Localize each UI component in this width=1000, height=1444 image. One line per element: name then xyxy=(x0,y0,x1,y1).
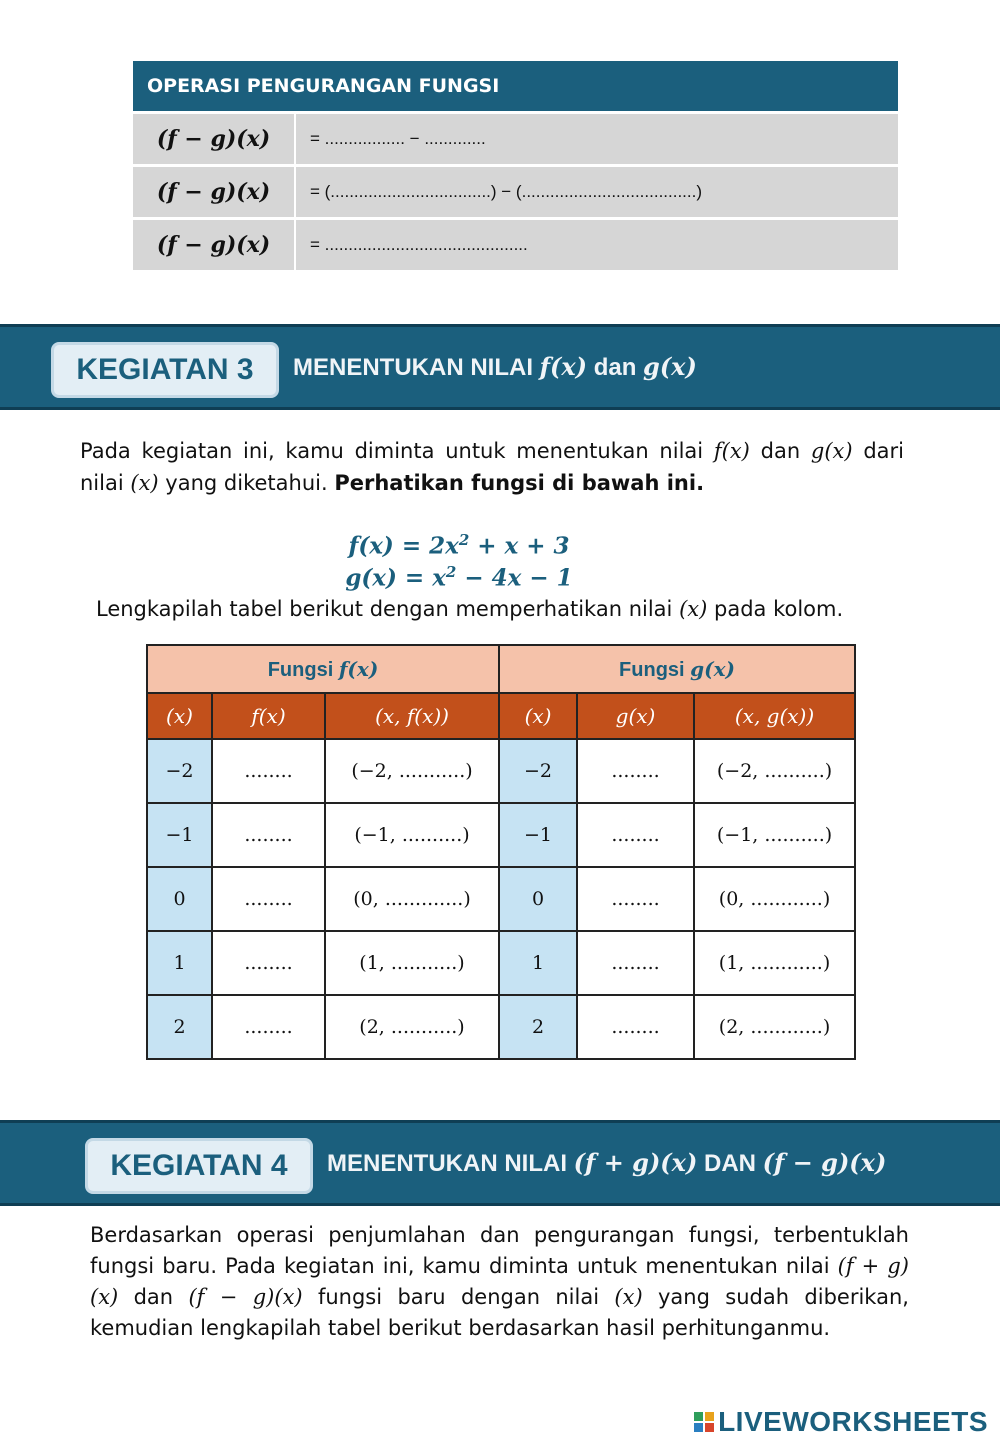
intro-emphasis: Perhatikan fungsi di bawah ini. xyxy=(334,471,705,495)
kegiatan-3-title-g: g(x) xyxy=(643,352,697,381)
kegiatan-3-title-and: dan xyxy=(593,354,637,381)
liveworksheets-logo[interactable] xyxy=(694,1406,988,1438)
k4-and: dan xyxy=(133,1285,174,1309)
pair-g-answer-cell[interactable]: (0, ............) xyxy=(694,867,855,931)
instruction-text-2: pada kolom. xyxy=(714,597,844,621)
operation-row xyxy=(133,220,898,270)
k4-text-2: fungsi baru dengan nilai xyxy=(317,1285,600,1309)
intro-and: dan xyxy=(760,439,801,463)
logo-blocks-icon xyxy=(694,1412,714,1432)
kegiatan-3-title-f: f(x) xyxy=(539,352,588,381)
formula-g-lhs: g(x) = x xyxy=(345,564,446,592)
x-value-cell: 0 xyxy=(499,867,577,931)
intro-text: Pada kegiatan ini, kamu diminta untuk menentukan nilai xyxy=(80,439,704,463)
gx-answer-cell[interactable]: ........ xyxy=(577,867,694,931)
kegiatan-4-intro xyxy=(90,1220,909,1344)
k4-diff: (f − g)(x) xyxy=(188,1285,303,1309)
formula-f-exponent: 2 xyxy=(458,531,470,549)
gx-answer-cell[interactable]: ........ xyxy=(577,931,694,995)
formula-f-rhs: + x + 3 xyxy=(469,532,570,560)
pair-f-answer-cell[interactable]: (−1, ..........) xyxy=(325,803,499,867)
fx-answer-cell[interactable]: ........ xyxy=(212,803,325,867)
x-value-cell: 1 xyxy=(499,931,577,995)
pair-f-answer-cell[interactable]: (2, ...........) xyxy=(325,995,499,1059)
operation-table-title: OPERASI PENGURANGAN FUNGSI xyxy=(133,61,898,111)
pair-g-answer-cell[interactable]: (−2, ..........) xyxy=(694,739,855,803)
fx-answer-cell[interactable]: ........ xyxy=(212,995,325,1059)
pair-g-answer-cell[interactable]: (2, ............) xyxy=(694,995,855,1059)
x-value-cell: −1 xyxy=(147,803,212,867)
group-header-g xyxy=(499,645,855,693)
kegiatan-4-tag: KEGIATAN 4 xyxy=(85,1138,313,1194)
subtraction-operation-table xyxy=(133,61,898,270)
intro-x: (x) xyxy=(130,471,159,495)
x-value-cell: 2 xyxy=(147,995,212,1059)
kegiatan-4-title-and: DAN xyxy=(704,1150,756,1177)
pair-f-answer-cell[interactable]: (−2, ...........) xyxy=(325,739,499,803)
kegiatan-4-title-prefix: MENENTUKAN NILAI xyxy=(327,1150,567,1177)
pair-f-answer-cell[interactable]: (1, ...........) xyxy=(325,931,499,995)
table-row xyxy=(147,995,855,1059)
pair-g-answer-cell[interactable]: (1, ............) xyxy=(694,931,855,995)
gx-answer-cell[interactable]: ........ xyxy=(577,995,694,1059)
k4-text-3: yang sudah diberikan, kemudian lengkapilah tabel berikut berdasarkan hasil perhitunganmu. xyxy=(90,1285,909,1340)
x-value-cell: 0 xyxy=(147,867,212,931)
k4-x: (x) xyxy=(614,1285,643,1309)
operation-row-label: (f − g)(x) xyxy=(133,220,296,270)
kegiatan-3-tag: KEGIATAN 3 xyxy=(51,342,279,398)
intro-text-3: yang diketahui. xyxy=(165,471,328,495)
formula-g xyxy=(0,563,918,592)
x-value-cell: 1 xyxy=(147,931,212,995)
column-header-gx: g(x) xyxy=(577,693,694,739)
fx-answer-cell[interactable]: ........ xyxy=(212,739,325,803)
kegiatan-3-instruction xyxy=(96,593,916,625)
column-header-pair-g: (x, g(x)) xyxy=(694,693,855,739)
group-header-f xyxy=(147,645,499,693)
group-g-label: Fungsi xyxy=(619,658,685,681)
intro-g: g(x) xyxy=(810,439,853,463)
formula-g-exponent: 2 xyxy=(445,563,457,581)
intro-f: f(x) xyxy=(713,439,750,463)
table-row xyxy=(147,739,855,803)
operation-row-value[interactable]: = (..................................) − (.....................................) xyxy=(310,182,703,201)
operation-row-label: (f − g)(x) xyxy=(133,167,296,217)
group-f-math: f(x) xyxy=(338,656,379,681)
kegiatan-4-title-sum: (f + g)(x) xyxy=(573,1148,698,1177)
x-value-cell: 2 xyxy=(499,995,577,1059)
column-header-fx: f(x) xyxy=(212,693,325,739)
operation-row xyxy=(133,114,898,164)
table-row xyxy=(147,803,855,867)
k4-sum: (f + g)(x) xyxy=(90,1254,909,1309)
gx-answer-cell[interactable]: ........ xyxy=(577,739,694,803)
logo-text: LIVEWORKSHEETS xyxy=(718,1406,988,1437)
kegiatan-3-banner xyxy=(0,324,1000,410)
table-row xyxy=(147,867,855,931)
instruction-text: Lengkapilah tabel berikut dengan memperhatikan nilai xyxy=(96,597,673,621)
operation-row-value[interactable]: = ........................................... xyxy=(310,235,528,254)
table-row xyxy=(147,931,855,995)
kegiatan-4-banner xyxy=(0,1120,1000,1206)
x-value-cell: −1 xyxy=(499,803,577,867)
operation-row-label: (f − g)(x) xyxy=(133,114,296,164)
kegiatan-3-title xyxy=(293,327,697,407)
intro-text-2: dari nilai xyxy=(80,439,904,495)
group-g-math: g(x) xyxy=(690,656,735,681)
operation-row-value[interactable]: = ................. − ............. xyxy=(310,129,486,148)
function-value-table xyxy=(146,644,856,1060)
kegiatan-3-title-prefix: MENENTUKAN NILAI xyxy=(293,354,533,381)
instruction-x: (x) xyxy=(679,597,708,621)
group-f-label: Fungsi xyxy=(267,658,334,681)
x-value-cell: −2 xyxy=(147,739,212,803)
kegiatan-4-title xyxy=(327,1123,886,1203)
formula-g-rhs: − 4x − 1 xyxy=(456,564,573,592)
pair-g-answer-cell[interactable]: (−1, ..........) xyxy=(694,803,855,867)
gx-answer-cell[interactable]: ........ xyxy=(577,803,694,867)
pair-f-answer-cell[interactable]: (0, .............) xyxy=(325,867,499,931)
x-value-cell: −2 xyxy=(499,739,577,803)
kegiatan-3-intro xyxy=(80,435,904,499)
k4-text-1: Berdasarkan operasi penjumlahan dan pengurangan fungsi, terbentuklah fungsi baru. Pada kegiatan ini, kamu diminta untuk menentukan nilai xyxy=(90,1223,909,1278)
operation-row xyxy=(133,167,898,217)
column-header-pair-f: (x, f(x)) xyxy=(325,693,499,739)
formula-f-lhs: f(x) = 2x xyxy=(348,532,459,560)
kegiatan-4-title-diff: (f − g)(x) xyxy=(762,1148,887,1177)
column-header-x: (x) xyxy=(499,693,577,739)
column-header-x: (x) xyxy=(147,693,212,739)
fx-answer-cell[interactable]: ........ xyxy=(212,931,325,995)
formula-f xyxy=(0,531,918,560)
fx-answer-cell[interactable]: ........ xyxy=(212,867,325,931)
